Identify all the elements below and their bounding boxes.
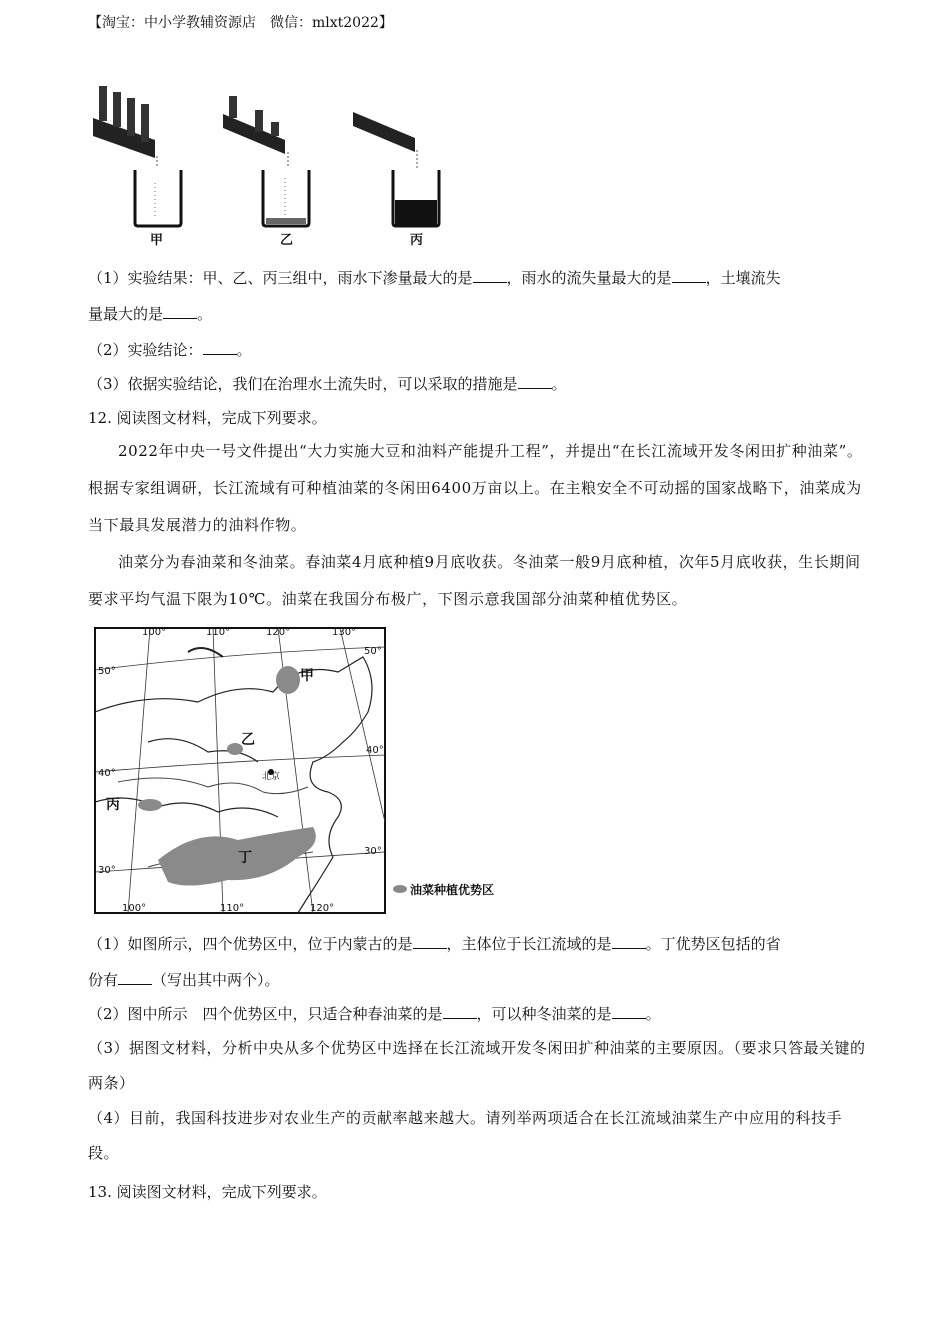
q12-paragraph-1: 2022年中央一号文件提出“大力实施大豆和油料产能提升工程”，并提出“在长江流域开发冬闲田扩种油菜”。根据专家组调研，长江流域有可种植油菜的冬闲田6400万亩以上。在主粮安全不可动摇的国家战略下，油菜成为当下最具发展潜力的油料作物。 bbox=[88, 442, 863, 534]
legend-label: 油菜种植优势区 bbox=[410, 883, 495, 897]
q12-part1-line1: （1）如图所示，四个优势区中，位于内蒙古的是 ，主体位于长江流域的是 。丁优势区包括的省 bbox=[88, 935, 781, 953]
answer-blank[interactable] bbox=[163, 304, 197, 319]
q13-title: 13. 阅读图文材料，完成下列要求。 bbox=[88, 1183, 327, 1201]
lat-label-50-left: 50° bbox=[98, 666, 116, 677]
lat-label-40-left: 40° bbox=[98, 768, 116, 779]
q11-part2: （2）实验结论： 。 bbox=[88, 341, 252, 359]
answer-blank[interactable] bbox=[413, 934, 447, 949]
label-yi: 乙 bbox=[280, 233, 294, 248]
beaker-yi bbox=[263, 170, 309, 226]
answer-blank[interactable] bbox=[672, 268, 706, 283]
q12-paragraph-2: 油菜分为春油菜和冬油菜。春油菜4月底种植9月底收获。冬油菜一般9月底种植，次年5月底收获，生长期间要求平均气温下限为10℃。油菜在我国分布极广，下图示意我国部分油菜种植优势区。 bbox=[88, 553, 861, 608]
answer-blank[interactable] bbox=[443, 1004, 477, 1019]
lon-label-120-top: 120° bbox=[266, 627, 291, 638]
lon-label-130-top: 130° bbox=[332, 627, 357, 638]
beaker-jia bbox=[135, 170, 181, 226]
lat-label-30-right: 30° bbox=[364, 846, 382, 857]
q12-part1-line2: 份有 （写出其中两个）。 bbox=[88, 971, 280, 989]
q12-title: 12. 阅读图文材料，完成下列要求。 bbox=[88, 409, 327, 427]
answer-blank[interactable] bbox=[203, 340, 237, 355]
page-header: 【淘宝：中小学教辅资源店 微信：mlxt2022】 bbox=[88, 15, 393, 31]
lat-label-30-left: 30° bbox=[98, 865, 116, 876]
answer-blank[interactable] bbox=[518, 374, 552, 389]
answer-blank[interactable] bbox=[612, 934, 646, 949]
q12-part3: （3）据图文材料，分析中央从多个优势区中选择在长江流域开发冬闲田扩种油菜的主要原因。（要求只答最关键的两条） bbox=[88, 1039, 866, 1092]
lon-label-110-bottom: 110° bbox=[220, 903, 245, 914]
lon-label-120-bottom: 120° bbox=[310, 903, 335, 914]
q12-part2: （2）图中所示 四个优势区中，只适合种春油菜的是 ，可以种冬油菜的是 。 bbox=[88, 1005, 661, 1023]
lon-label-100-top: 100° bbox=[142, 627, 167, 638]
slope-bing bbox=[353, 112, 417, 168]
beaker-bing bbox=[393, 170, 439, 226]
beijing-label: 北京 bbox=[262, 772, 281, 782]
lat-label-40-right: 40° bbox=[366, 745, 384, 756]
answer-blank[interactable] bbox=[612, 1004, 646, 1019]
region-jia-label: 甲 bbox=[300, 668, 314, 684]
region-ding-label: 丁 bbox=[238, 850, 252, 866]
q12-part4: （4）目前，我国科技进步对农业生产的贡献率越来越大。请列举两项适合在长江流域油菜生产中应用的科技手段。 bbox=[88, 1109, 843, 1162]
label-bing: 丙 bbox=[410, 233, 424, 248]
answer-blank[interactable] bbox=[473, 268, 507, 283]
experiment-figure bbox=[85, 78, 455, 248]
slope-jia bbox=[93, 86, 157, 168]
q11-part1-line1: （1）实验结果：甲、乙、丙三组中，雨水下渗量最大的是 ，雨水的流失量最大的是 ，土壤流失 bbox=[88, 269, 781, 287]
region-bing-shape bbox=[138, 799, 162, 811]
label-jia: 甲 bbox=[150, 233, 164, 248]
legend-swatch bbox=[393, 885, 407, 893]
answer-blank[interactable] bbox=[118, 970, 152, 985]
lon-label-110-top: 110° bbox=[206, 627, 231, 638]
q11-part3: （3）依据实验结论，我们在治理水土流失时，可以采取的措施是 。 bbox=[88, 375, 567, 393]
region-jia-shape bbox=[276, 666, 300, 694]
lat-label-50-right: 50° bbox=[364, 646, 382, 657]
rapeseed-map bbox=[88, 622, 528, 918]
q11-part1-line2: 量最大的是 。 bbox=[88, 305, 213, 323]
region-yi-label: 乙 bbox=[241, 732, 255, 748]
lon-label-100-bottom: 100° bbox=[122, 903, 147, 914]
region-bing-label: 丙 bbox=[106, 797, 120, 813]
slope-yi bbox=[223, 96, 288, 168]
